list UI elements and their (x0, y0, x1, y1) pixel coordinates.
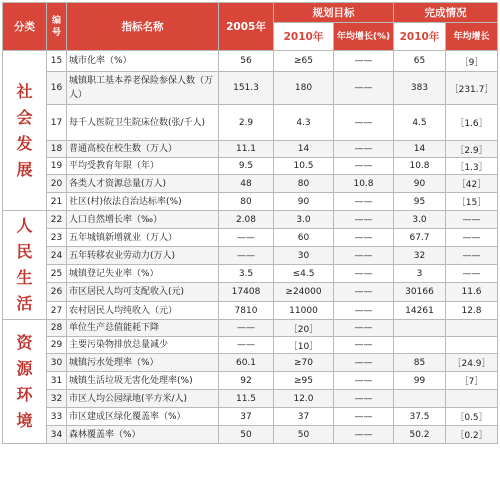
actual-growth: ［1.6］ (446, 105, 498, 141)
plan-value-2010: ≥70 (274, 354, 334, 372)
actual-value-2010: 14 (394, 141, 446, 158)
table-row (3, 354, 498, 372)
row-number: 20 (47, 175, 67, 193)
table-row (3, 72, 498, 105)
plan-growth: —— (334, 211, 394, 229)
indicator-table (2, 2, 498, 444)
actual-value-2010 (394, 320, 446, 337)
table-row (3, 105, 498, 141)
plan-growth: —— (334, 229, 394, 247)
table-row (3, 141, 498, 158)
base-value-2005: 9.5 (219, 158, 274, 175)
table-row (3, 193, 498, 211)
plan-growth: —— (334, 302, 394, 320)
row-number: 16 (47, 72, 67, 105)
base-value-2005: —— (219, 247, 274, 265)
plan-growth: —— (334, 426, 394, 444)
indicator-name: 城市化率（%） (67, 51, 219, 72)
actual-value-2010: 90 (394, 175, 446, 193)
category-cell (3, 320, 47, 444)
actual-value-2010: 3.0 (394, 211, 446, 229)
actual-value-2010: 32 (394, 247, 446, 265)
indicator-name: 城镇登记失业率（%） (67, 265, 219, 283)
base-value-2005: 60.1 (219, 354, 274, 372)
row-number: 27 (47, 302, 67, 320)
actual-growth: ［24.9］ (446, 354, 498, 372)
indicator-name: 市区居民人均可支配收入(元) (67, 283, 219, 302)
base-value-2005: 37 (219, 408, 274, 426)
header-actual-2010: 2010年 (394, 23, 446, 51)
base-value-2005: —— (219, 320, 274, 337)
indicator-name: 普通高校在校生数（万人） (67, 141, 219, 158)
row-number: 24 (47, 247, 67, 265)
actual-value-2010: 3 (394, 265, 446, 283)
plan-growth: —— (334, 51, 394, 72)
plan-value-2010: 60 (274, 229, 334, 247)
actual-value-2010: 4.5 (394, 105, 446, 141)
actual-growth: —— (446, 229, 498, 247)
row-number: 32 (47, 390, 67, 408)
indicator-name: 主要污染物排放总量减少 (67, 337, 219, 354)
indicator-name: 平均受教育年限（年） (67, 158, 219, 175)
actual-growth: 11.6 (446, 283, 498, 302)
plan-value-2010: ［10］ (274, 337, 334, 354)
actual-growth: 12.8 (446, 302, 498, 320)
row-number: 31 (47, 372, 67, 390)
indicator-name: 每千人医院卫生院床位数(张/千人) (67, 105, 219, 141)
row-number: 18 (47, 141, 67, 158)
category-char: 发 (16, 133, 33, 153)
actual-growth: ［1.3］ (446, 158, 498, 175)
actual-value-2010: 65 (394, 51, 446, 72)
plan-value-2010: 80 (274, 175, 334, 193)
plan-growth: —— (334, 265, 394, 283)
actual-growth: ［9］ (446, 51, 498, 72)
category-char: 生 (16, 268, 33, 287)
table-row (3, 390, 498, 408)
table-row (3, 265, 498, 283)
category-char: 境 (16, 410, 33, 430)
category-char: 活 (16, 294, 33, 313)
base-value-2005: 3.5 (219, 265, 274, 283)
plan-value-2010: 10.5 (274, 158, 334, 175)
indicator-name: 城镇生活垃圾无害化处理率(%) (67, 372, 219, 390)
table-row (3, 426, 498, 444)
actual-value-2010: 10.8 (394, 158, 446, 175)
plan-value-2010: 50 (274, 426, 334, 444)
base-value-2005: —— (219, 337, 274, 354)
actual-growth: ［7］ (446, 372, 498, 390)
category-char: 人 (16, 216, 33, 235)
plan-value-2010: ≥95 (274, 372, 334, 390)
actual-value-2010 (394, 337, 446, 354)
base-value-2005: 7810 (219, 302, 274, 320)
plan-value-2010: 12.0 (274, 390, 334, 408)
plan-growth: —— (334, 283, 394, 302)
base-value-2005: 17408 (219, 283, 274, 302)
category-char: 源 (16, 358, 33, 378)
actual-growth: ［42］ (446, 175, 498, 193)
table-row (3, 337, 498, 354)
header-actual-growth: 年均增长 (446, 23, 498, 51)
row-number: 21 (47, 193, 67, 211)
actual-growth: ［0.2］ (446, 426, 498, 444)
plan-value-2010: 14 (274, 141, 334, 158)
table-header (3, 3, 498, 51)
table-row (3, 302, 498, 320)
plan-growth: —— (334, 72, 394, 105)
actual-growth: ［231.7］ (446, 72, 498, 105)
base-value-2005: 92 (219, 372, 274, 390)
header-base-year: 2005年 (219, 3, 274, 51)
plan-value-2010: 11000 (274, 302, 334, 320)
category-char: 展 (16, 159, 33, 179)
actual-growth: ［0.5］ (446, 408, 498, 426)
plan-growth: —— (334, 372, 394, 390)
actual-value-2010: 30166 (394, 283, 446, 302)
actual-value-2010: 95 (394, 193, 446, 211)
category-cell (3, 211, 47, 320)
header-number: 编号 (47, 3, 67, 51)
actual-growth (446, 390, 498, 408)
row-number: 26 (47, 283, 67, 302)
base-value-2005: —— (219, 229, 274, 247)
table-row (3, 158, 498, 175)
plan-growth: —— (334, 337, 394, 354)
indicator-name: 森林覆盖率（%） (67, 426, 219, 444)
row-number: 22 (47, 211, 67, 229)
table-row (3, 51, 498, 72)
indicator-name: 五年城镇新增就业（万人） (67, 229, 219, 247)
plan-value-2010: 90 (274, 193, 334, 211)
plan-growth: —— (334, 247, 394, 265)
plan-value-2010: ［20］ (274, 320, 334, 337)
plan-value-2010: 30 (274, 247, 334, 265)
header-actual: 完成情况 (394, 3, 498, 23)
actual-value-2010: 50.2 (394, 426, 446, 444)
actual-value-2010: 67.7 (394, 229, 446, 247)
base-value-2005: 50 (219, 426, 274, 444)
base-value-2005: 56 (219, 51, 274, 72)
actual-value-2010: 37.5 (394, 408, 446, 426)
base-value-2005: 48 (219, 175, 274, 193)
plan-value-2010: 4.3 (274, 105, 334, 141)
category-char: 会 (16, 107, 33, 127)
indicator-name: 市区建成区绿化覆盖率（%） (67, 408, 219, 426)
plan-growth: 10.8 (334, 175, 394, 193)
plan-growth: —— (334, 354, 394, 372)
table-body (3, 51, 498, 444)
table-row (3, 247, 498, 265)
actual-value-2010: 99 (394, 372, 446, 390)
actual-growth: —— (446, 265, 498, 283)
plan-growth: —— (334, 390, 394, 408)
base-value-2005: 11.1 (219, 141, 274, 158)
base-value-2005: 2.08 (219, 211, 274, 229)
category-char: 民 (16, 242, 33, 261)
actual-growth: ［2.9］ (446, 141, 498, 158)
row-number: 34 (47, 426, 67, 444)
plan-growth: —— (334, 105, 394, 141)
indicator-name: 五年转移农业劳动力(万人) (67, 247, 219, 265)
indicator-name: 城镇污水处理率（%） (67, 354, 219, 372)
plan-value-2010: 37 (274, 408, 334, 426)
header-plan-2010: 2010年 (274, 23, 334, 51)
table-row (3, 320, 498, 337)
table-row (3, 408, 498, 426)
actual-value-2010 (394, 390, 446, 408)
base-value-2005: 11.5 (219, 390, 274, 408)
row-number: 28 (47, 320, 67, 337)
actual-value-2010: 383 (394, 72, 446, 105)
indicator-name: 各类人才资源总量(万人) (67, 175, 219, 193)
row-number: 33 (47, 408, 67, 426)
plan-value-2010: 180 (274, 72, 334, 105)
actual-value-2010: 85 (394, 354, 446, 372)
indicator-name: 农村居民人均纯收入（元） (67, 302, 219, 320)
plan-value-2010: ≤4.5 (274, 265, 334, 283)
row-number: 25 (47, 265, 67, 283)
base-value-2005: 2.9 (219, 105, 274, 141)
indicator-name: 城镇职工基本养老保险参保人数（万人） (67, 72, 219, 105)
plan-growth: —— (334, 141, 394, 158)
plan-growth: —— (334, 408, 394, 426)
category-char: 社 (16, 81, 33, 101)
table-row (3, 211, 498, 229)
indicator-name: 单位生产总值能耗下降 (67, 320, 219, 337)
header-plan-growth: 年均增长(%) (334, 23, 394, 51)
actual-growth (446, 320, 498, 337)
category-char: 环 (16, 384, 33, 404)
row-number: 30 (47, 354, 67, 372)
base-value-2005: 80 (219, 193, 274, 211)
header-category: 分类 (3, 3, 47, 51)
plan-growth: —— (334, 193, 394, 211)
category-char: 资 (16, 332, 33, 352)
plan-growth: —— (334, 158, 394, 175)
table-row (3, 372, 498, 390)
base-value-2005: 151.3 (219, 72, 274, 105)
actual-growth: ［15］ (446, 193, 498, 211)
table-row (3, 229, 498, 247)
plan-value-2010: ≥65 (274, 51, 334, 72)
indicator-name: 市区人均公园绿地(平方米/人) (67, 390, 219, 408)
plan-value-2010: 3.0 (274, 211, 334, 229)
table-row (3, 283, 498, 302)
indicator-name: 社区(村)依法自治达标率(%) (67, 193, 219, 211)
row-number: 23 (47, 229, 67, 247)
plan-value-2010: ≥24000 (274, 283, 334, 302)
table-row (3, 175, 498, 193)
row-number: 19 (47, 158, 67, 175)
category-cell (3, 51, 47, 211)
actual-growth: —— (446, 211, 498, 229)
row-number: 17 (47, 105, 67, 141)
actual-value-2010: 14261 (394, 302, 446, 320)
actual-growth: —— (446, 247, 498, 265)
header-name: 指标名称 (67, 3, 219, 51)
row-number: 29 (47, 337, 67, 354)
plan-growth: —— (334, 320, 394, 337)
row-number: 15 (47, 51, 67, 72)
indicator-name: 人口自然增长率（‰） (67, 211, 219, 229)
actual-growth (446, 337, 498, 354)
header-plan-target: 规划目标 (274, 3, 394, 23)
